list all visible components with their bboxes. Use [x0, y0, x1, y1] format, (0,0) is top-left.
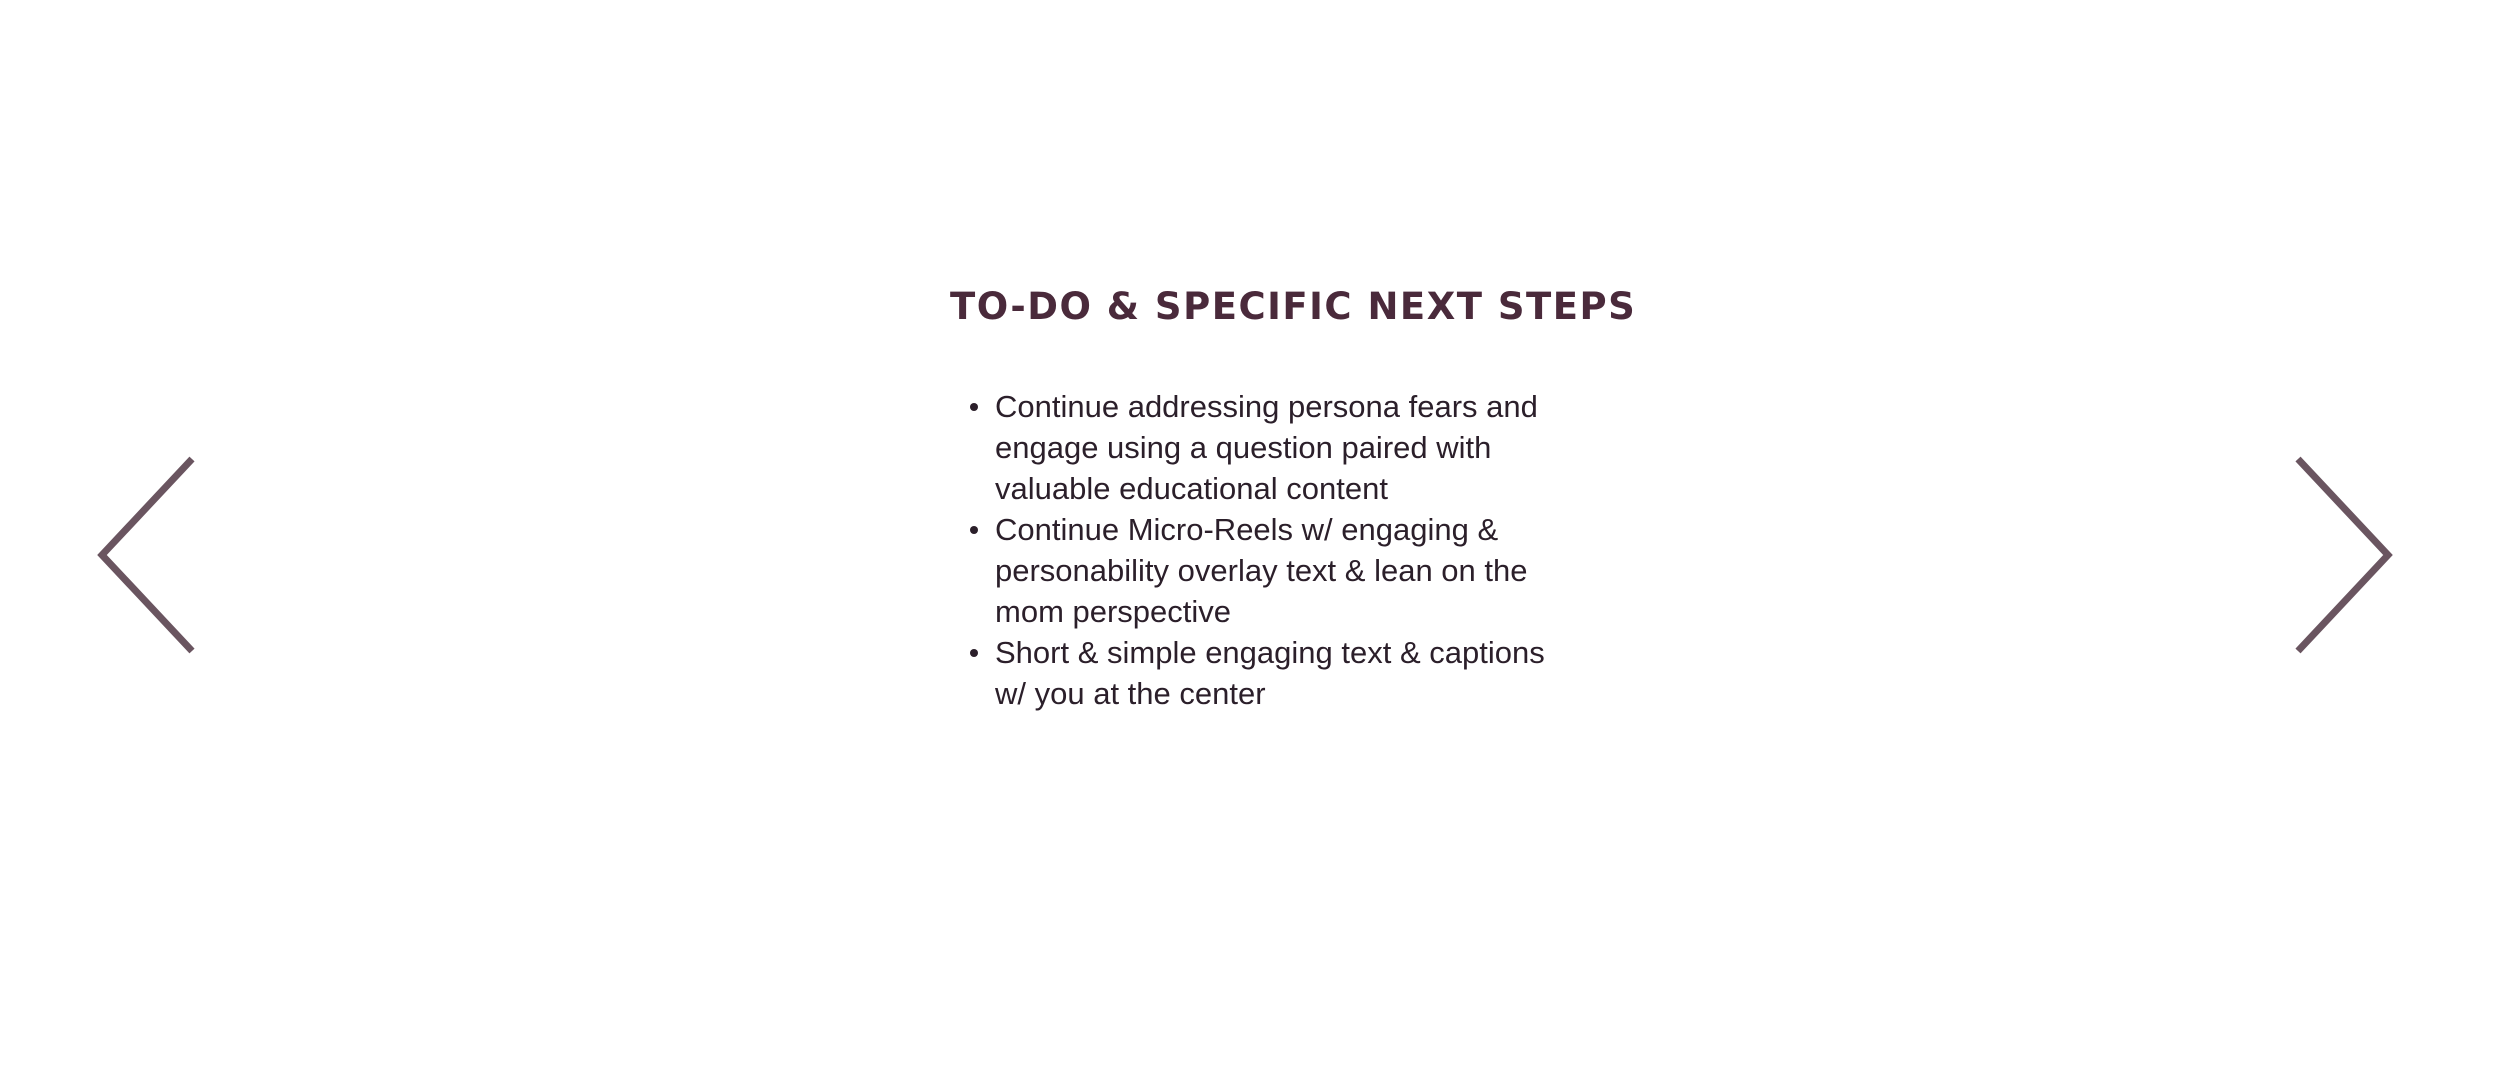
list-item: Short & simple engaging text & captions w/ you at the center — [950, 632, 1570, 714]
slide-title: TO-DO & SPECIFIC NEXT STEPS — [950, 285, 1637, 328]
list-item: Continue Micro-Reels w/ engaging & personability overlay text & lean on the mom perspective — [950, 509, 1570, 632]
chevron-right-icon — [2290, 455, 2400, 655]
slide-content — [950, 280, 1637, 714]
next-slide-button[interactable] — [2290, 455, 2400, 655]
list-item: Continue addressing persona fears and engage using a question paired with valuable educational content — [950, 386, 1570, 509]
previous-slide-button[interactable] — [90, 455, 200, 655]
chevron-left-icon — [90, 455, 200, 655]
next-steps-list — [950, 386, 1570, 714]
